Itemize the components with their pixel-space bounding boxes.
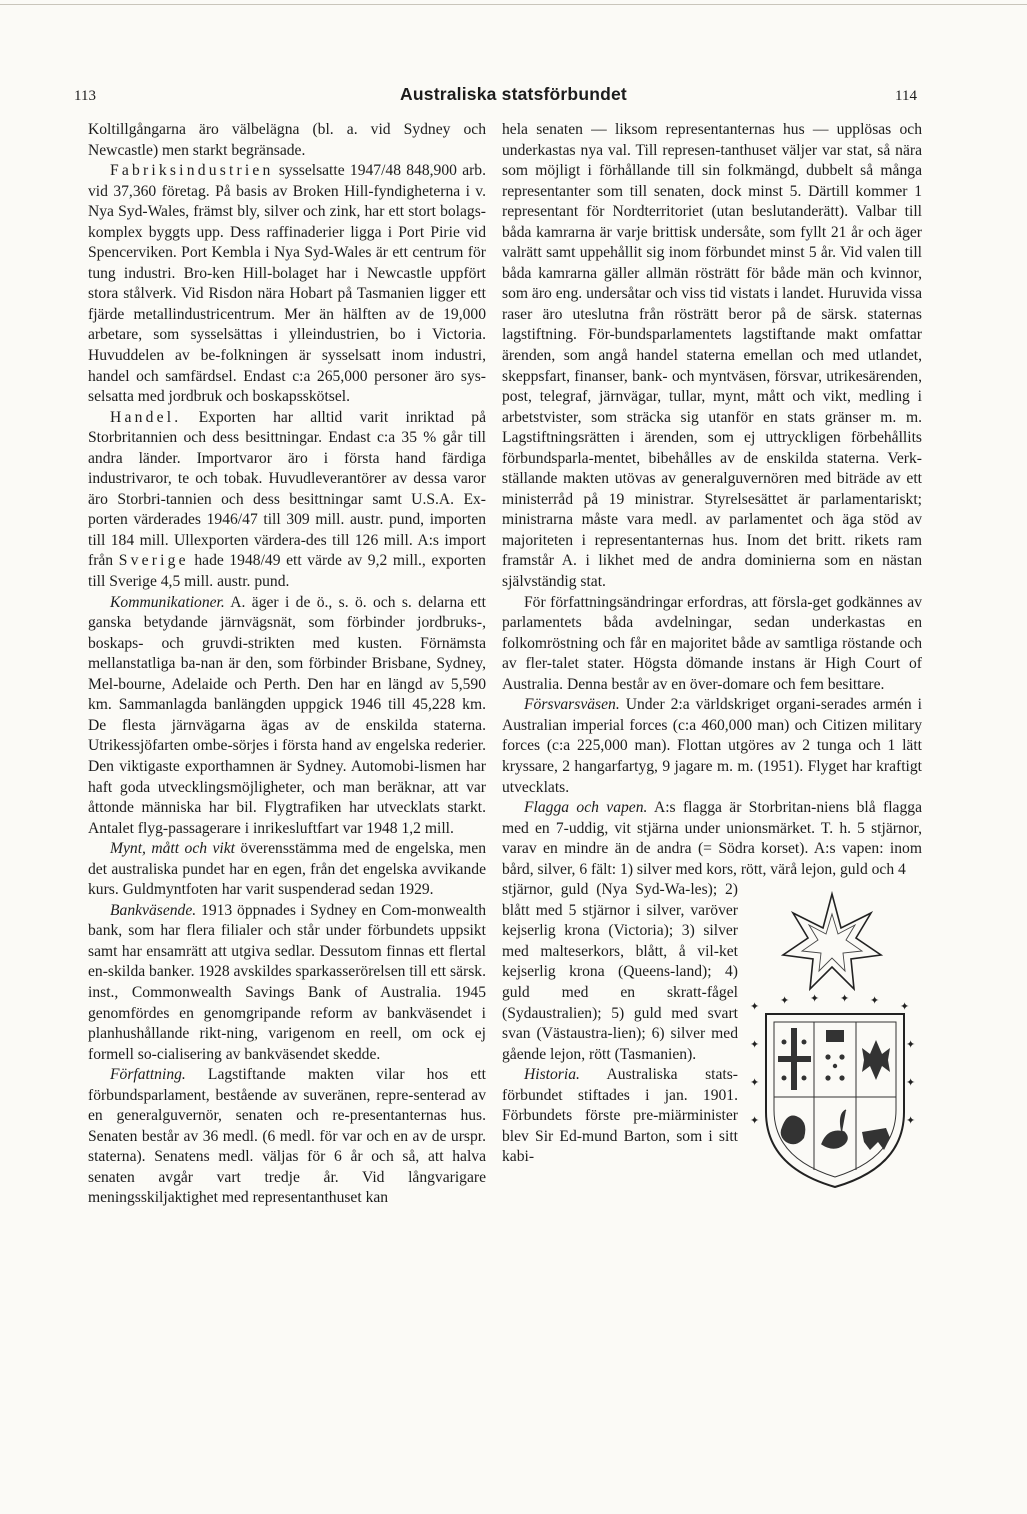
svg-text:✦: ✦	[840, 992, 850, 1006]
section-head-forfattning: Författning.	[110, 1066, 186, 1084]
svg-text:✦: ✦	[906, 1038, 916, 1052]
svg-text:✦: ✦	[750, 1076, 760, 1090]
svg-text:✦: ✦	[900, 1000, 910, 1014]
section-head-kommunikationer: Kommunikationer.	[110, 593, 225, 611]
svg-text:✦: ✦	[780, 994, 790, 1008]
section-head-mynt: Mynt, mått och vikt	[110, 840, 235, 858]
paragraph-senaten: hela senaten — liksom representanternas hus — upplösas och underkastas nya val. Till represen-tanthuset väljer var stat, så nära som möjligt i förhållande till sin folkmängd, dubbelt så många representanter som till senaten, dock minst 5. Därtill kommer 1 representant för Nordterritoriet (utan beslutanderätt). Valbar till båda kamrarna är varje brittisk undersåte, som fyllt 21 år och äger valrätt samt uppehållit sig inom förbundet minst 5 år. Vid valen till båda kamrarna gäller allmän rösträtt för både män och kvinnor, som äro eng. undersåtar och viss tid vistats i landet. Huruvida vissa raser äro uteslutna från rösträtt beror på de särsk. staternas lagstiftning. För-bundsparlamentets lagstiftande makt omfattar ärenden, som angå handel staterna emellan och med utlandet, skeppsfart, finanser, bank- och myntväsen, försvar, utrikesärenden, post, telegraf, järnvägar, tullar, mynt, mått och vikt, medling i arbetstvister, som sträcka sig utanför en stats gränser m. m. Lagstiftningsrätten i ärenden, som ej uttryckligen förbehållits förbundsparla-mentet, bibehålles av de enskilda staterna. Verk-ställande makten utövas av generalguvernören med biträde av ett ministerråd på 19 ministrar. Styrelsesättet är parlamentariskt; ministrarna måste vara medl. av parlamentet och äga stöd av majoriteten i representanternas hus. Inom det britt. rikets ram framstår A. i likhet med de andra dominierna som en nästan självständig stat.	[502, 121, 922, 591]
sverige-spaced: Sverige	[118, 552, 189, 570]
section-head-historia: Historia.	[524, 1066, 580, 1084]
paragraph-flagga-vapen: Flagga och vapen. A:s flagga är Storbritan-niens blå flagga med en 7-uddig, vit stjärna under unionsmärket. T. h. 5 stjärnor, varav en mindre än de andra (= Södra korset). A:s vapen: inom bård, silver, 6 fält: 1) silver med kors, rött, värå lejon, guld och 4	[502, 799, 922, 878]
paragraph-fabriksindustrien: Fabriksindustrien sysselsatte 1947/48 848,900 arb. vid 37,360 företag. På basis av Broken Hill-fyndigheterna i v. Nya Syd-Wales, främst bly, silver och zink, har ett stort bolags-komplex byggts upp. Dess raffinaderier ligga i Port Pirie vid Spencerviken. Port Kembla i Nya Syd-Wales är ett centrum för tung industri. Bro-ken Hill-bolaget har i Newcastle uppfört stora stålverk. Vid Risdon nära Hobart på Tasmanien ligger ett fjärde metallindustricentrum. Mer än hälften av de 19,000 arbetare, som sysselsättas i ylleindustrien, bo i Victoria. Huvuddelen av be-folkningen är sysselsatt inom industri, handel och samfärdsel. Endast c:a 265,000 personer äro sys-selsatta med jordbruk och boskapsskötsel.	[88, 162, 486, 406]
coat-of-arms-figure	[748, 882, 922, 1192]
coat-of-arms-wrap	[502, 880, 922, 1192]
paragraph-forfattning: Författning. Lagstiftande makten vilar hos ett förbundsparlament, bestående av suveränen, repre-senterad av en generalguvernör, senaten och re-presentanternas hus. Senaten består av 36 medl. (6 medl. för var och en av de urspr. staterna). Senatens medl. väljas för 6 år och så, att halva senaten avgår vart tredje år. Vid långvarigare meningsskiljaktighet med representanthuset kan	[88, 1066, 486, 1207]
running-title: Australiska statsförbundet	[400, 84, 627, 104]
paragraph-bankvasende: Bankväsende. 1913 öppnades i Sydney en Com-monwealth bank, som har flera filialer och står under förbundets uppsikt samt har ensamrätt att utgiva sedlar. Dessutom finnas ett flertal en-skilda banker. 1928 avskildes sparkasserörelsen till ett särsk. inst., Commonwealth Savings Bank of Australia. 1945 genomfördes en genomgripande reform av bankväsendet i planhushållande rikt-ning, varigenom en reell, om ock ej formell so-cialisering av bankväsendet skedde.	[88, 901, 486, 1063]
seven-point-star-icon	[783, 894, 881, 989]
paragraph-handel: Handel. Exporten har alltid varit inriktad på Storbritannien och dess besittningar. Endast c:a 35 % går till andra länder. Importvaror äro i första hand färdiga industrivaror, te och tobak. Huvudleverantörer av dessa varor äro Storbri-tannien och dess besittningar samt U.S.A. Ex-porten värderades 1946/47 till 309 mill. austr. pund, importen till 184 mill. Ullexporten värdera-des till 126 mill. A:s import från Sverige hade 1948/49 ett värde av 9,2 mill., exporten till Sverige 4,5 mill. austr. pund.	[88, 408, 486, 591]
paragraph-forfattningsandringar: För författningsändringar erfordras, att försla-get godkännes av parlamentets båda avdelningar, sedan underkastas en folkomröstning och får en majoritet både av samtliga röstande och av fler-talet stater. Högsta dömande instans är High Court of Australia. Denna består av en över-domare och fem besittare.	[502, 593, 922, 693]
svg-text:✦: ✦	[750, 1000, 760, 1014]
left-column	[88, 120, 486, 1209]
svg-text:✦: ✦	[906, 1076, 916, 1090]
shield-icon	[766, 1014, 904, 1187]
paragraph-mynt: Mynt, mått och vikt överensstämma med de engelska, men det australiska pundet har en egen, från det engelska avvikande kurs. Guldmyntfoten har varit suspenderad sedan 1929.	[88, 840, 486, 899]
section-head-flagga-vapen: Flagga och vapen.	[524, 799, 648, 817]
section-head-fabriksindustrien: Fabriksindustrien	[110, 162, 274, 180]
running-header	[0, 84, 1027, 114]
coat-of-arms-illustration	[748, 882, 922, 1192]
right-column	[502, 120, 922, 1192]
section-head-forsvarsvasen: Försvarsväsen.	[524, 696, 620, 714]
page-top-rule	[0, 4, 1027, 5]
section-head-bankvasende: Bankväsende.	[110, 901, 197, 919]
svg-text:✦: ✦	[750, 1038, 760, 1052]
svg-text:✦: ✦	[810, 992, 820, 1006]
svg-text:✦: ✦	[906, 1114, 916, 1128]
paragraph-kommunikationer: Kommunikationer. A. äger i de ö., s. ö. och s. delarna ett ganska betydande järnvägsnät, som förbinder jordbruks-, boskaps- och gruvdi-strikten med kusten. Förnämsta mellanstatliga ba-nan är den, som förbinder Brisbane, Sydney, Mel-bourne, Adelaide och Perth. Den har en längd av 5,590 km. Sammanlagda banlängden uppgick 1946 till 45,228 km. De flesta järnvägarna ägas av de enskilda staterna. Utrikessjöfarten ombe-sörjes i första hand av engelska rederier. Den viktigaste exporthamnen är Sydney. Automobi-lismen har haft goda utvecklingsmöjligheter, och man beräknar, att var åttonde människa har bil. Flygtrafiken har utvecklats starkt. Antalet flyg-passagerare i inrikesluftfart var 1948 1,2 mill.	[88, 593, 486, 837]
paragraph-koltillgangar: Koltillgångarna äro välbelägna (bl. a. vid Sydney och Newcastle) men starkt begränsade.	[88, 121, 486, 159]
page-number-right: 114	[895, 88, 917, 104]
border-stars	[750, 992, 915, 1127]
page-number-left: 113	[74, 88, 96, 104]
paragraph-vapen-continued: stjärnor, guld (Nya Syd-Wa-les); 2) blått med 5 stjärnor i silver, varöver kejserlig krona (Victoria); 3) silver med malteserkors, blått, å vil-ket kejserlig krona (Queens-land); 4) guld med en skratt-fågel (Sydaustralien); 5) guld med svart svan (Västaustra-lien); 6) silver med gående lejon, rött (Tasmanien).	[502, 881, 738, 1063]
svg-text:✦: ✦	[870, 994, 880, 1008]
paragraph-forsvarsvasen: Försvarsväsen. Under 2:a världskriget organi-serades armén i Australian imperial forces (c:a 460,000 man) och Citizen military forces (c:a 225,000 man). Flottan utgöres av 2 tunga och 1 lätt kryssare, 2 hangarfartyg, 9 jagare m. m. (1951). Flyget har kraftigt utvecklats.	[502, 696, 922, 796]
paragraph-historia: Historia. Australiska stats-förbundet stiftades i jan. 1901. Förbundets förste pre-miärminister blev Sir Ed-mund Barton, som i sitt kabi-	[502, 1066, 738, 1166]
section-head-handel: Handel.	[110, 408, 182, 426]
svg-text:✦: ✦	[750, 1114, 760, 1128]
